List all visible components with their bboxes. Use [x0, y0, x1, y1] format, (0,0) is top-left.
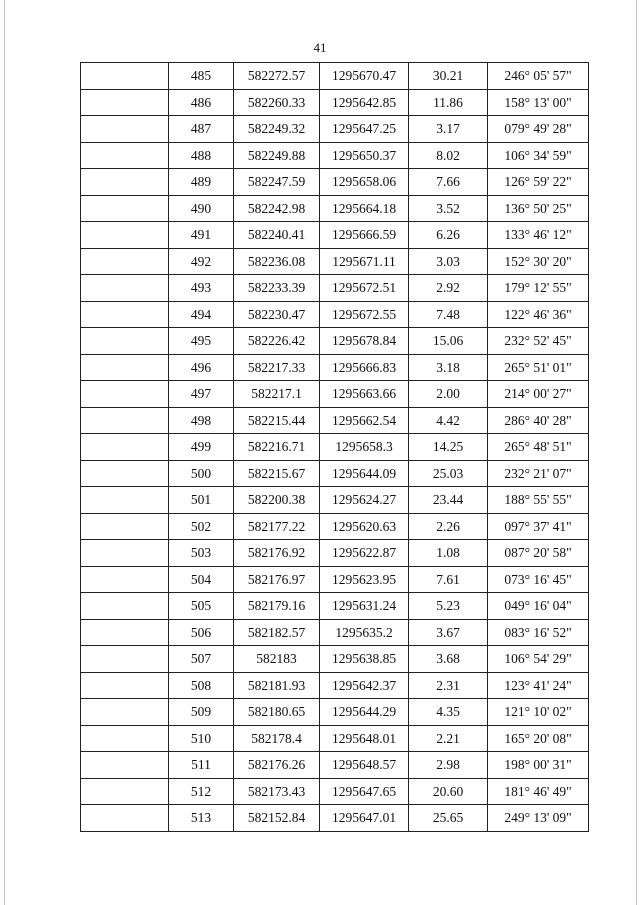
- x-coordinate-cell: 582200.38: [234, 487, 320, 514]
- point-number-cell: 497: [169, 381, 234, 408]
- table-row: [81, 593, 589, 620]
- x-coordinate-cell: 582215.44: [234, 407, 320, 434]
- parcel-cell: [81, 778, 169, 805]
- distance-cell: 4.42: [409, 407, 488, 434]
- point-number-cell: 505: [169, 593, 234, 620]
- x-coordinate-cell: 582249.32: [234, 116, 320, 143]
- distance-cell: 7.61: [409, 566, 488, 593]
- table-row: [81, 169, 589, 196]
- y-coordinate-cell: 1295644.29: [320, 699, 409, 726]
- point-number-cell: 507: [169, 646, 234, 673]
- y-coordinate-cell: 1295662.54: [320, 407, 409, 434]
- table-row: [81, 619, 589, 646]
- parcel-cell: [81, 619, 169, 646]
- distance-cell: 2.26: [409, 513, 488, 540]
- y-coordinate-cell: 1295635.2: [320, 619, 409, 646]
- table-row: [81, 407, 589, 434]
- bearing-cell: 083° 16' 52": [488, 619, 589, 646]
- point-number-cell: 494: [169, 301, 234, 328]
- x-coordinate-cell: 582176.26: [234, 752, 320, 779]
- point-number-cell: 499: [169, 434, 234, 461]
- point-number-cell: 496: [169, 354, 234, 381]
- table-row: [81, 116, 589, 143]
- y-coordinate-cell: 1295644.09: [320, 460, 409, 487]
- parcel-cell: [81, 407, 169, 434]
- x-coordinate-cell: 582217.33: [234, 354, 320, 381]
- bearing-cell: 179° 12' 55": [488, 275, 589, 302]
- distance-cell: 3.52: [409, 195, 488, 222]
- point-number-cell: 490: [169, 195, 234, 222]
- bearing-cell: 106° 54' 29": [488, 646, 589, 673]
- parcel-cell: [81, 142, 169, 169]
- point-number-cell: 493: [169, 275, 234, 302]
- parcel-cell: [81, 195, 169, 222]
- parcel-cell: [81, 566, 169, 593]
- bearing-cell: 198° 00' 31": [488, 752, 589, 779]
- x-coordinate-cell: 582247.59: [234, 169, 320, 196]
- distance-cell: 3.18: [409, 354, 488, 381]
- point-number-cell: 503: [169, 540, 234, 567]
- bearing-cell: 079° 49' 28": [488, 116, 589, 143]
- parcel-cell: [81, 540, 169, 567]
- x-coordinate-cell: 582152.84: [234, 805, 320, 832]
- y-coordinate-cell: 1295624.27: [320, 487, 409, 514]
- table-row: [81, 699, 589, 726]
- y-coordinate-cell: 1295648.57: [320, 752, 409, 779]
- x-coordinate-cell: 582180.65: [234, 699, 320, 726]
- bearing-cell: 122° 46' 36": [488, 301, 589, 328]
- table-row: [81, 725, 589, 752]
- bearing-cell: 232° 21' 07": [488, 460, 589, 487]
- y-coordinate-cell: 1295666.83: [320, 354, 409, 381]
- parcel-cell: [81, 275, 169, 302]
- x-coordinate-cell: 582182.57: [234, 619, 320, 646]
- x-coordinate-cell: 582181.93: [234, 672, 320, 699]
- table-row: [81, 487, 589, 514]
- distance-cell: 2.92: [409, 275, 488, 302]
- table-row: [81, 434, 589, 461]
- bearing-cell: 286° 40' 28": [488, 407, 589, 434]
- y-coordinate-cell: 1295620.63: [320, 513, 409, 540]
- bearing-cell: 188° 55' 55": [488, 487, 589, 514]
- point-number-cell: 487: [169, 116, 234, 143]
- y-coordinate-cell: 1295658.3: [320, 434, 409, 461]
- x-coordinate-cell: 582179.16: [234, 593, 320, 620]
- distance-cell: 7.48: [409, 301, 488, 328]
- table-row: [81, 222, 589, 249]
- distance-cell: 11.86: [409, 89, 488, 116]
- x-coordinate-cell: 582240.41: [234, 222, 320, 249]
- distance-cell: 2.31: [409, 672, 488, 699]
- point-number-cell: 513: [169, 805, 234, 832]
- bearing-cell: 126° 59' 22": [488, 169, 589, 196]
- parcel-cell: [81, 646, 169, 673]
- point-number-cell: 492: [169, 248, 234, 275]
- table-row: [81, 248, 589, 275]
- y-coordinate-cell: 1295672.55: [320, 301, 409, 328]
- point-number-cell: 502: [169, 513, 234, 540]
- distance-cell: 25.65: [409, 805, 488, 832]
- distance-cell: 6.26: [409, 222, 488, 249]
- y-coordinate-cell: 1295664.18: [320, 195, 409, 222]
- x-coordinate-cell: 582215.67: [234, 460, 320, 487]
- y-coordinate-cell: 1295678.84: [320, 328, 409, 355]
- parcel-cell: [81, 328, 169, 355]
- point-number-cell: 509: [169, 699, 234, 726]
- x-coordinate-cell: 582272.57: [234, 63, 320, 90]
- x-coordinate-cell: 582178.4: [234, 725, 320, 752]
- bearing-cell: 136° 50' 25": [488, 195, 589, 222]
- distance-cell: 3.17: [409, 116, 488, 143]
- point-number-cell: 504: [169, 566, 234, 593]
- bearing-cell: 265° 48' 51": [488, 434, 589, 461]
- bearing-cell: 133° 46' 12": [488, 222, 589, 249]
- distance-cell: 4.35: [409, 699, 488, 726]
- table-row: [81, 805, 589, 832]
- y-coordinate-cell: 1295666.59: [320, 222, 409, 249]
- coordinate-table-body: [81, 63, 589, 832]
- x-coordinate-cell: 582236.08: [234, 248, 320, 275]
- x-coordinate-cell: 582260.33: [234, 89, 320, 116]
- distance-cell: 3.67: [409, 619, 488, 646]
- x-coordinate-cell: 582217.1: [234, 381, 320, 408]
- y-coordinate-cell: 1295623.95: [320, 566, 409, 593]
- table-row: [81, 778, 589, 805]
- parcel-cell: [81, 434, 169, 461]
- parcel-cell: [81, 222, 169, 249]
- y-coordinate-cell: 1295647.01: [320, 805, 409, 832]
- y-coordinate-cell: 1295622.87: [320, 540, 409, 567]
- y-coordinate-cell: 1295642.37: [320, 672, 409, 699]
- bearing-cell: 097° 37' 41": [488, 513, 589, 540]
- x-coordinate-cell: 582226.42: [234, 328, 320, 355]
- bearing-cell: 152° 30' 20": [488, 248, 589, 275]
- parcel-cell: [81, 513, 169, 540]
- point-number-cell: 501: [169, 487, 234, 514]
- distance-cell: 23.44: [409, 487, 488, 514]
- y-coordinate-cell: 1295631.24: [320, 593, 409, 620]
- page-number: 41: [313, 40, 327, 55]
- point-number-cell: 511: [169, 752, 234, 779]
- y-coordinate-cell: 1295648.01: [320, 725, 409, 752]
- bearing-cell: 106° 34' 59": [488, 142, 589, 169]
- bearing-cell: 123° 41' 24": [488, 672, 589, 699]
- bearing-cell: 165° 20' 08": [488, 725, 589, 752]
- y-coordinate-cell: 1295670.47: [320, 63, 409, 90]
- distance-cell: 15.06: [409, 328, 488, 355]
- table-row: [81, 566, 589, 593]
- distance-cell: 14.25: [409, 434, 488, 461]
- parcel-cell: [81, 89, 169, 116]
- parcel-cell: [81, 752, 169, 779]
- bearing-cell: 049° 16' 04": [488, 593, 589, 620]
- bearing-cell: 181° 46' 49": [488, 778, 589, 805]
- parcel-cell: [81, 169, 169, 196]
- bearing-cell: 265° 51' 01": [488, 354, 589, 381]
- x-coordinate-cell: 582183: [234, 646, 320, 673]
- parcel-cell: [81, 672, 169, 699]
- distance-cell: 1.08: [409, 540, 488, 567]
- table-row: [81, 63, 589, 90]
- table-row: [81, 540, 589, 567]
- parcel-cell: [81, 248, 169, 275]
- y-coordinate-cell: 1295638.85: [320, 646, 409, 673]
- point-number-cell: 508: [169, 672, 234, 699]
- distance-cell: 30.21: [409, 63, 488, 90]
- table-row: [81, 195, 589, 222]
- x-coordinate-cell: 582233.39: [234, 275, 320, 302]
- point-number-cell: 485: [169, 63, 234, 90]
- parcel-cell: [81, 354, 169, 381]
- parcel-cell: [81, 116, 169, 143]
- table-row: [81, 328, 589, 355]
- point-number-cell: 489: [169, 169, 234, 196]
- bearing-cell: 214° 00' 27": [488, 381, 589, 408]
- x-coordinate-cell: 582216.71: [234, 434, 320, 461]
- x-coordinate-cell: 582242.98: [234, 195, 320, 222]
- parcel-cell: [81, 63, 169, 90]
- point-number-cell: 506: [169, 619, 234, 646]
- parcel-cell: [81, 725, 169, 752]
- point-number-cell: 495: [169, 328, 234, 355]
- distance-cell: 5.23: [409, 593, 488, 620]
- table-row: [81, 646, 589, 673]
- bearing-cell: 232° 52' 45": [488, 328, 589, 355]
- y-coordinate-cell: 1295647.25: [320, 116, 409, 143]
- page-edge-left: [4, 0, 5, 905]
- table-row: [81, 672, 589, 699]
- table-row: [81, 513, 589, 540]
- point-number-cell: 491: [169, 222, 234, 249]
- parcel-cell: [81, 805, 169, 832]
- point-number-cell: 512: [169, 778, 234, 805]
- x-coordinate-cell: 582173.43: [234, 778, 320, 805]
- x-coordinate-cell: 582249.88: [234, 142, 320, 169]
- parcel-cell: [81, 301, 169, 328]
- table-row: [81, 275, 589, 302]
- parcel-cell: [81, 381, 169, 408]
- bearing-cell: 087° 20' 58": [488, 540, 589, 567]
- table-row: [81, 354, 589, 381]
- bearing-cell: 249° 13' 09": [488, 805, 589, 832]
- bearing-cell: 246° 05' 57": [488, 63, 589, 90]
- bearing-cell: 158° 13' 00": [488, 89, 589, 116]
- parcel-cell: [81, 699, 169, 726]
- point-number-cell: 486: [169, 89, 234, 116]
- parcel-cell: [81, 460, 169, 487]
- y-coordinate-cell: 1295658.06: [320, 169, 409, 196]
- table-row: [81, 460, 589, 487]
- distance-cell: 8.02: [409, 142, 488, 169]
- y-coordinate-cell: 1295672.51: [320, 275, 409, 302]
- parcel-cell: [81, 487, 169, 514]
- table-row: [81, 381, 589, 408]
- table-row: [81, 89, 589, 116]
- page-edge-right: [636, 0, 637, 905]
- distance-cell: 25.03: [409, 460, 488, 487]
- parcel-cell: [81, 593, 169, 620]
- distance-cell: 3.03: [409, 248, 488, 275]
- point-number-cell: 488: [169, 142, 234, 169]
- y-coordinate-cell: 1295650.37: [320, 142, 409, 169]
- x-coordinate-cell: 582176.97: [234, 566, 320, 593]
- point-number-cell: 510: [169, 725, 234, 752]
- point-number-cell: 500: [169, 460, 234, 487]
- table-row: [81, 142, 589, 169]
- coordinate-table: [80, 62, 589, 832]
- x-coordinate-cell: 582230.47: [234, 301, 320, 328]
- distance-cell: 2.21: [409, 725, 488, 752]
- x-coordinate-cell: 582177.22: [234, 513, 320, 540]
- distance-cell: 2.98: [409, 752, 488, 779]
- x-coordinate-cell: 582176.92: [234, 540, 320, 567]
- distance-cell: 20.60: [409, 778, 488, 805]
- distance-cell: 3.68: [409, 646, 488, 673]
- bearing-cell: 121° 10' 02": [488, 699, 589, 726]
- table-row: [81, 301, 589, 328]
- y-coordinate-cell: 1295642.85: [320, 89, 409, 116]
- bearing-cell: 073° 16' 45": [488, 566, 589, 593]
- y-coordinate-cell: 1295671.11: [320, 248, 409, 275]
- y-coordinate-cell: 1295647.65: [320, 778, 409, 805]
- y-coordinate-cell: 1295663.66: [320, 381, 409, 408]
- point-number-cell: 498: [169, 407, 234, 434]
- distance-cell: 7.66: [409, 169, 488, 196]
- distance-cell: 2.00: [409, 381, 488, 408]
- table-row: [81, 752, 589, 779]
